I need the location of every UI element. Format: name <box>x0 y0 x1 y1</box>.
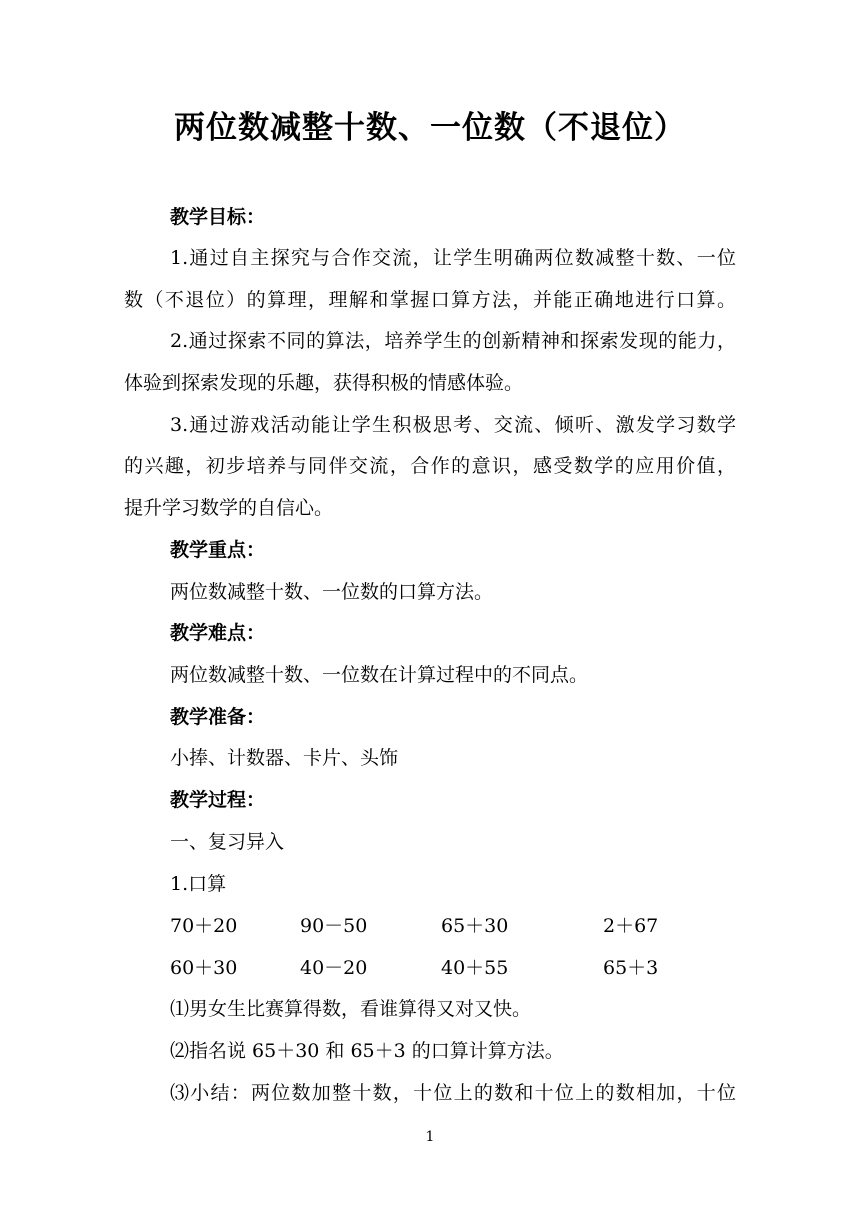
calc-row-2 <box>170 953 730 983</box>
objective-2-line-2: 体验到探索发现的乐趣，获得积极的情感体验。 <box>124 372 524 394</box>
process-heading: 教学过程： <box>170 789 266 811</box>
objective-3-line-3: 提升学习数学的自信心。 <box>124 497 334 519</box>
oral-calc-label: 1.口算 <box>170 873 227 895</box>
section-1-heading: 一、复习异入 <box>170 831 285 853</box>
difficult-points-heading: 教学难点： <box>170 622 266 644</box>
calc-item: 90－50 <box>300 915 368 937</box>
calc-item: 60＋30 <box>170 957 238 979</box>
item-3: ⑶小结：两位数加整十数，十位上的数和十位上的数相加，十位 <box>170 1082 736 1104</box>
objective-3-line-2: 的兴趣，初步培养与同伴交流，合作的意识，感受数学的应用价值， <box>124 455 736 477</box>
objective-1-line-1: 1.通过自主探究与合作交流，让学生明确两位数减整十数、一位 <box>170 247 736 269</box>
preparation-text: 小捧、计数器、卡片、头饰 <box>170 747 399 769</box>
difficult-points-text: 两位数减整十数、一位数在计算过程中的不同点。 <box>170 664 589 686</box>
calc-item: 2＋67 <box>603 915 659 937</box>
calc-item: 65＋30 <box>441 915 509 937</box>
key-points-text: 两位数减整十数、一位数的口算方法。 <box>170 581 494 603</box>
objectives-heading: 教学目标： <box>170 206 266 228</box>
objective-2-line-1: 2.通过探索不同的算法，培养学生的创新精神和探索发现的能力， <box>170 330 736 352</box>
page-number: 1 <box>425 1129 435 1145</box>
document-title: 两位数减整十数、一位数（不退位） <box>174 110 686 146</box>
key-points-heading: 教学重点： <box>170 539 266 561</box>
item-1: ⑴男女生比赛算得数，看谁算得又对又快。 <box>170 998 532 1020</box>
calc-item: 40＋55 <box>441 957 509 979</box>
calc-item: 65＋3 <box>603 957 659 979</box>
calc-row-1 <box>170 911 730 941</box>
objective-3-line-1: 3.通过游戏活动能让学生积极思考、交流、倾听、激发学习数学 <box>170 414 736 436</box>
calc-item: 70＋20 <box>170 915 238 937</box>
objective-1-line-2: 数（不退位）的算理，理解和掌握口算方法，并能正确地进行口算。 <box>124 289 736 311</box>
preparation-heading: 教学准备： <box>170 706 266 728</box>
item-2: ⑵指名说 65＋30 和 65＋3 的口算计算方法。 <box>170 1040 564 1062</box>
calc-item: 40－20 <box>300 957 368 979</box>
